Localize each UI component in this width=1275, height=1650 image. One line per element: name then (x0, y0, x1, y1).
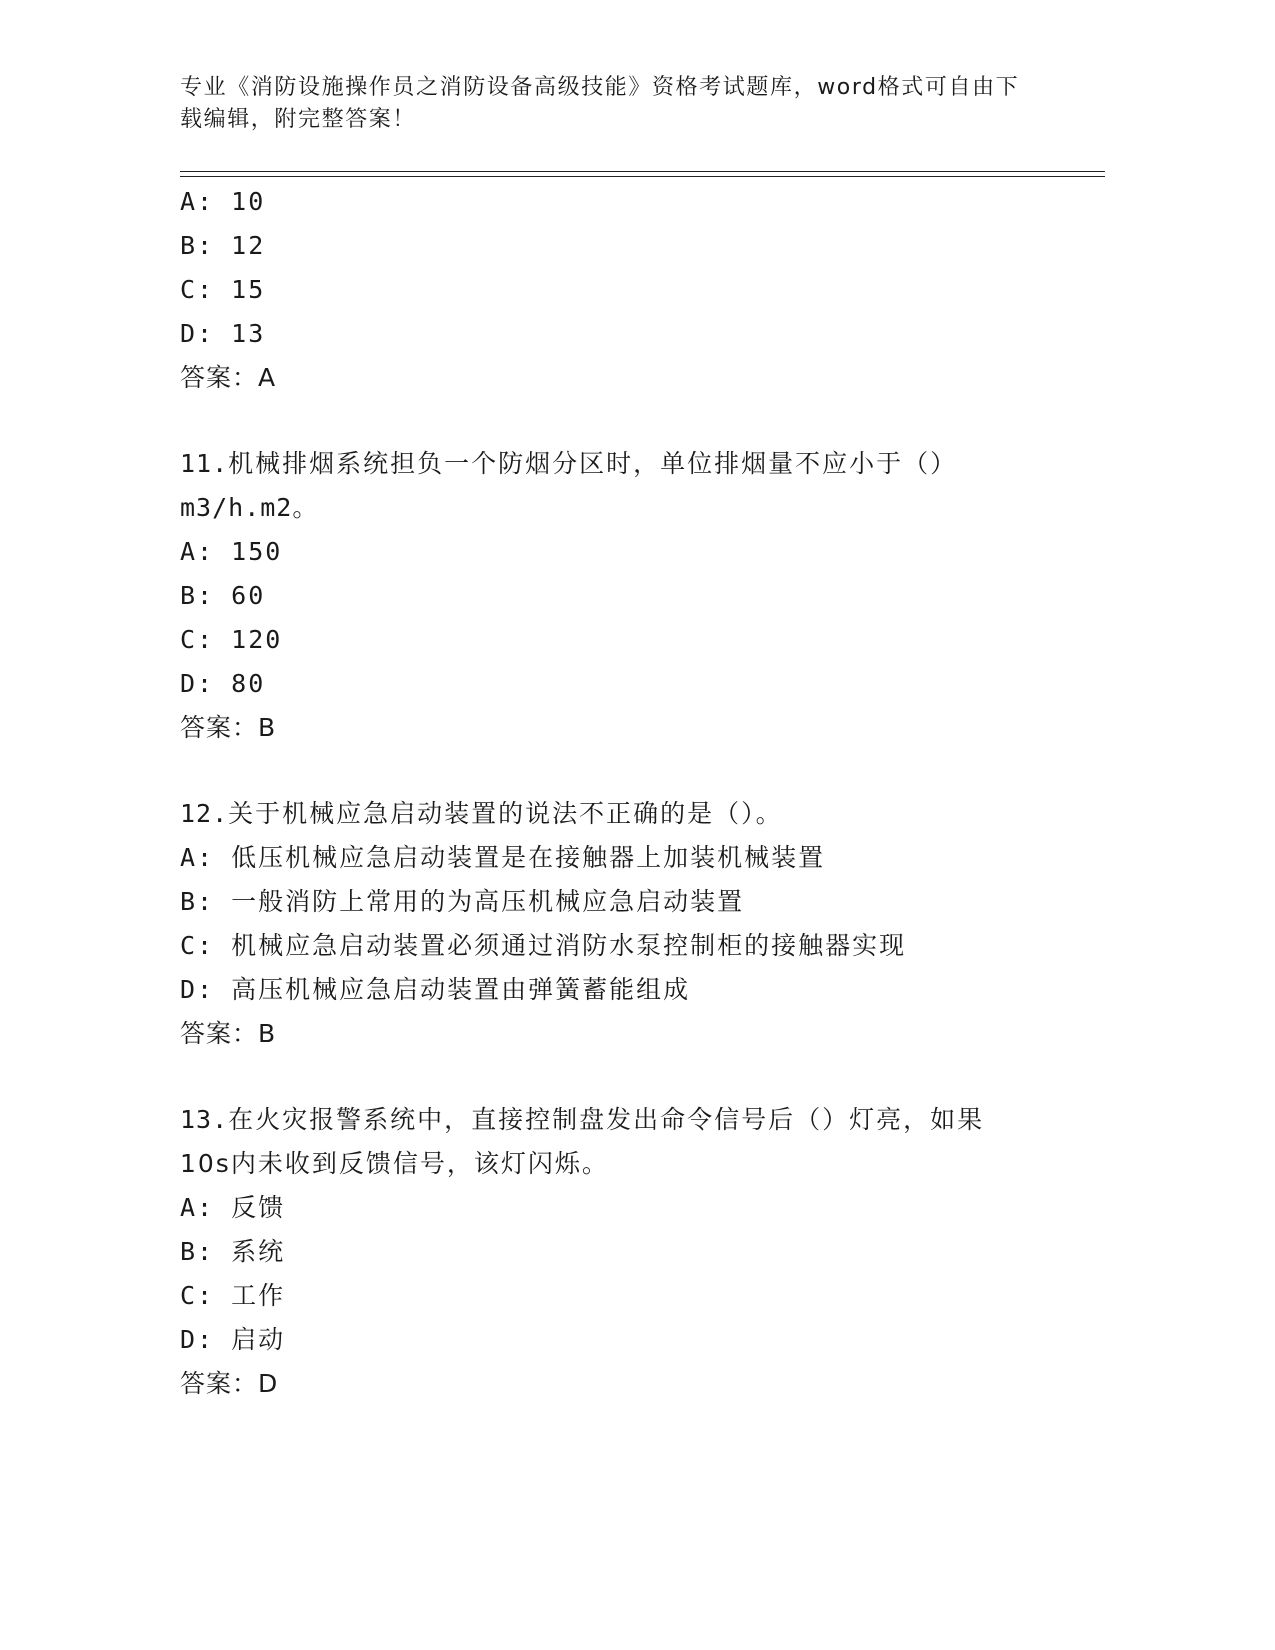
question-12-block (180, 792, 1080, 1056)
spacer (180, 750, 1080, 792)
option-b (180, 224, 1080, 268)
question-number: 12. (180, 799, 229, 828)
question-11-block (180, 442, 1080, 750)
question-text (180, 792, 1080, 836)
option-label: B: (180, 1237, 215, 1266)
option-a (180, 530, 1080, 574)
option-label: A: (180, 537, 215, 566)
option-b (180, 574, 1080, 618)
question-stem-continued: m3/h.m2。 (180, 493, 319, 522)
option-c (180, 924, 1080, 968)
option-text: 机械应急启动装置必须通过消防水泵控制柜的接触器实现 (231, 931, 907, 960)
option-label: A: (180, 187, 215, 216)
option-c (180, 268, 1080, 312)
option-text: 系统 (231, 1237, 286, 1266)
answer-line: 答案：B (180, 713, 277, 742)
option-text: 12 (231, 231, 266, 260)
question-number: 13. (180, 1105, 229, 1134)
option-text: 低压机械应急启动装置是在接触器上加装机械装置 (231, 843, 826, 872)
option-label: B: (180, 581, 215, 610)
document-header (180, 72, 1050, 136)
question-stem: 在火灾报警系统中，直接控制盘发出命令信号后（）灯亮，如果 (228, 1105, 985, 1134)
option-text: 60 (231, 581, 266, 610)
option-text: 反馈 (231, 1193, 286, 1222)
option-label: D: (180, 975, 215, 1004)
option-a (180, 836, 1080, 880)
option-a (180, 1186, 1080, 1230)
question-10-block (180, 180, 1080, 400)
option-label: D: (180, 319, 215, 348)
option-text: 15 (231, 275, 266, 304)
option-text: 一般消防上常用的为高压机械应急启动装置 (231, 887, 745, 916)
option-d (180, 968, 1080, 1012)
question-stem: 关于机械应急启动装置的说法不正确的是（）。 (228, 799, 783, 828)
question-text (180, 442, 1080, 486)
spacer (180, 1056, 1080, 1098)
option-label: C: (180, 625, 215, 654)
question-stem-continued: 10s内未收到反馈信号，该灯闪烁。 (180, 1149, 609, 1178)
option-text: 13 (231, 319, 266, 348)
question-number: 11. (180, 449, 229, 478)
option-label: C: (180, 931, 215, 960)
option-c (180, 1274, 1080, 1318)
option-text: 80 (231, 669, 266, 698)
option-label: A: (180, 1193, 215, 1222)
question-13-block (180, 1098, 1080, 1406)
option-b (180, 880, 1080, 924)
option-text: 120 (231, 625, 283, 654)
option-label: C: (180, 1281, 215, 1310)
question-text (180, 1098, 1080, 1142)
option-label: D: (180, 1325, 215, 1354)
option-text: 150 (231, 537, 283, 566)
header-divider-bottom (180, 176, 1105, 177)
header-line-2: 载编辑，附完整答案！ (180, 107, 417, 132)
option-d (180, 1318, 1080, 1362)
option-text: 10 (231, 187, 266, 216)
answer-line: 答案：B (180, 1019, 277, 1048)
option-d (180, 662, 1080, 706)
question-stem: 机械排烟系统担负一个防烟分区时，单位排烟量不应小于（） (228, 449, 958, 478)
option-label: B: (180, 887, 215, 916)
option-c (180, 618, 1080, 662)
option-text: 高压机械应急启动装置由弹簧蓄能组成 (231, 975, 691, 1004)
question-list (180, 180, 1080, 1406)
option-text: 启动 (231, 1325, 286, 1354)
option-text: 工作 (231, 1281, 286, 1310)
option-b (180, 1230, 1080, 1274)
option-d (180, 312, 1080, 356)
spacer (180, 400, 1080, 442)
option-label: C: (180, 275, 215, 304)
question-text-continued (180, 486, 1080, 530)
answer-line: 答案：D (180, 1369, 279, 1398)
header-divider-top (180, 171, 1105, 172)
option-label: D: (180, 669, 215, 698)
header-line-1: 专业《消防设施操作员之消防设备高级技能》资格考试题库，word格式可自由下 (180, 75, 1020, 100)
option-label: A: (180, 843, 215, 872)
question-text-continued (180, 1142, 1080, 1186)
option-label: B: (180, 231, 215, 260)
answer-line: 答案：A (180, 363, 277, 392)
option-a (180, 180, 1080, 224)
